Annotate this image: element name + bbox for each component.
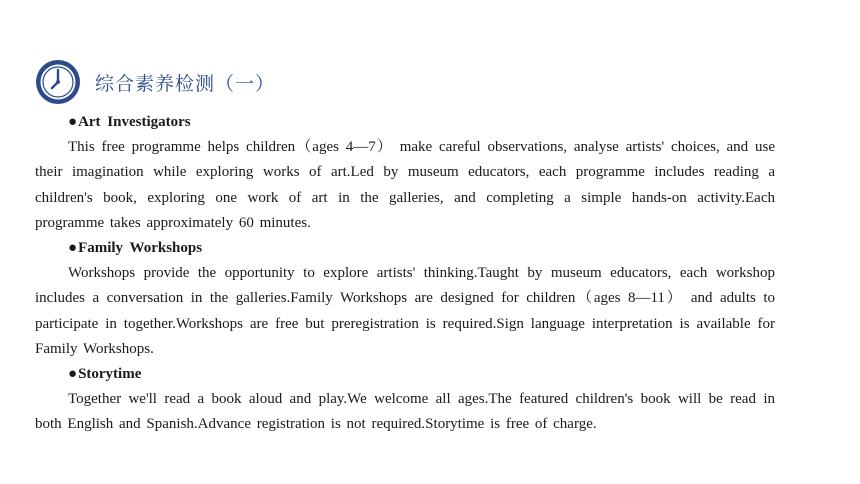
- page-title: 综合素养检测（一）: [95, 72, 276, 95]
- section-heading: [35, 236, 775, 261]
- bullet-icon: ●: [68, 366, 78, 383]
- section-family-workshops: [35, 236, 775, 362]
- section-heading: [35, 362, 775, 387]
- section-heading-text: Family Workshops: [78, 240, 203, 257]
- section-heading-text: Storytime: [78, 366, 142, 383]
- bullet-icon: ●: [68, 114, 78, 130]
- clock-icon: [35, 59, 81, 105]
- section-storytime: [35, 362, 775, 438]
- bullet-icon: ●: [68, 240, 78, 257]
- section-heading-text: Art Investigators: [78, 114, 191, 130]
- section-paragraph: This free programme helps children（ages 4—7） make careful observations, analyse artists' choices, and use their imagination while exploring works of art.Led by museum educators, each programme includes reading a children's book, exploring one work of art in the galleries, and completing a simple hands-on activity.Each programme takes approximately 60 minutes.: [35, 139, 775, 231]
- page-header: [35, 58, 275, 106]
- section-paragraph: Workshops provide the opportunity to explore artists' thinking.Taught by museum educators, each workshop includes a conversation in the galleries.Family Workshops are designed for children（ages 8—11） and adults to participate in together.Workshops are free but preregistration is required.Sign language interpretation is available for Family Workshops.: [35, 265, 775, 357]
- article-body: [35, 110, 775, 438]
- section-paragraph: Together we'll read a book aloud and play.We welcome all ages.The featured children's book will be read in both English and Spanish.Advance registration is not required.Storytime is free of charge.: [35, 391, 775, 433]
- section-heading: [35, 110, 775, 135]
- section-art-investigators: [35, 110, 775, 236]
